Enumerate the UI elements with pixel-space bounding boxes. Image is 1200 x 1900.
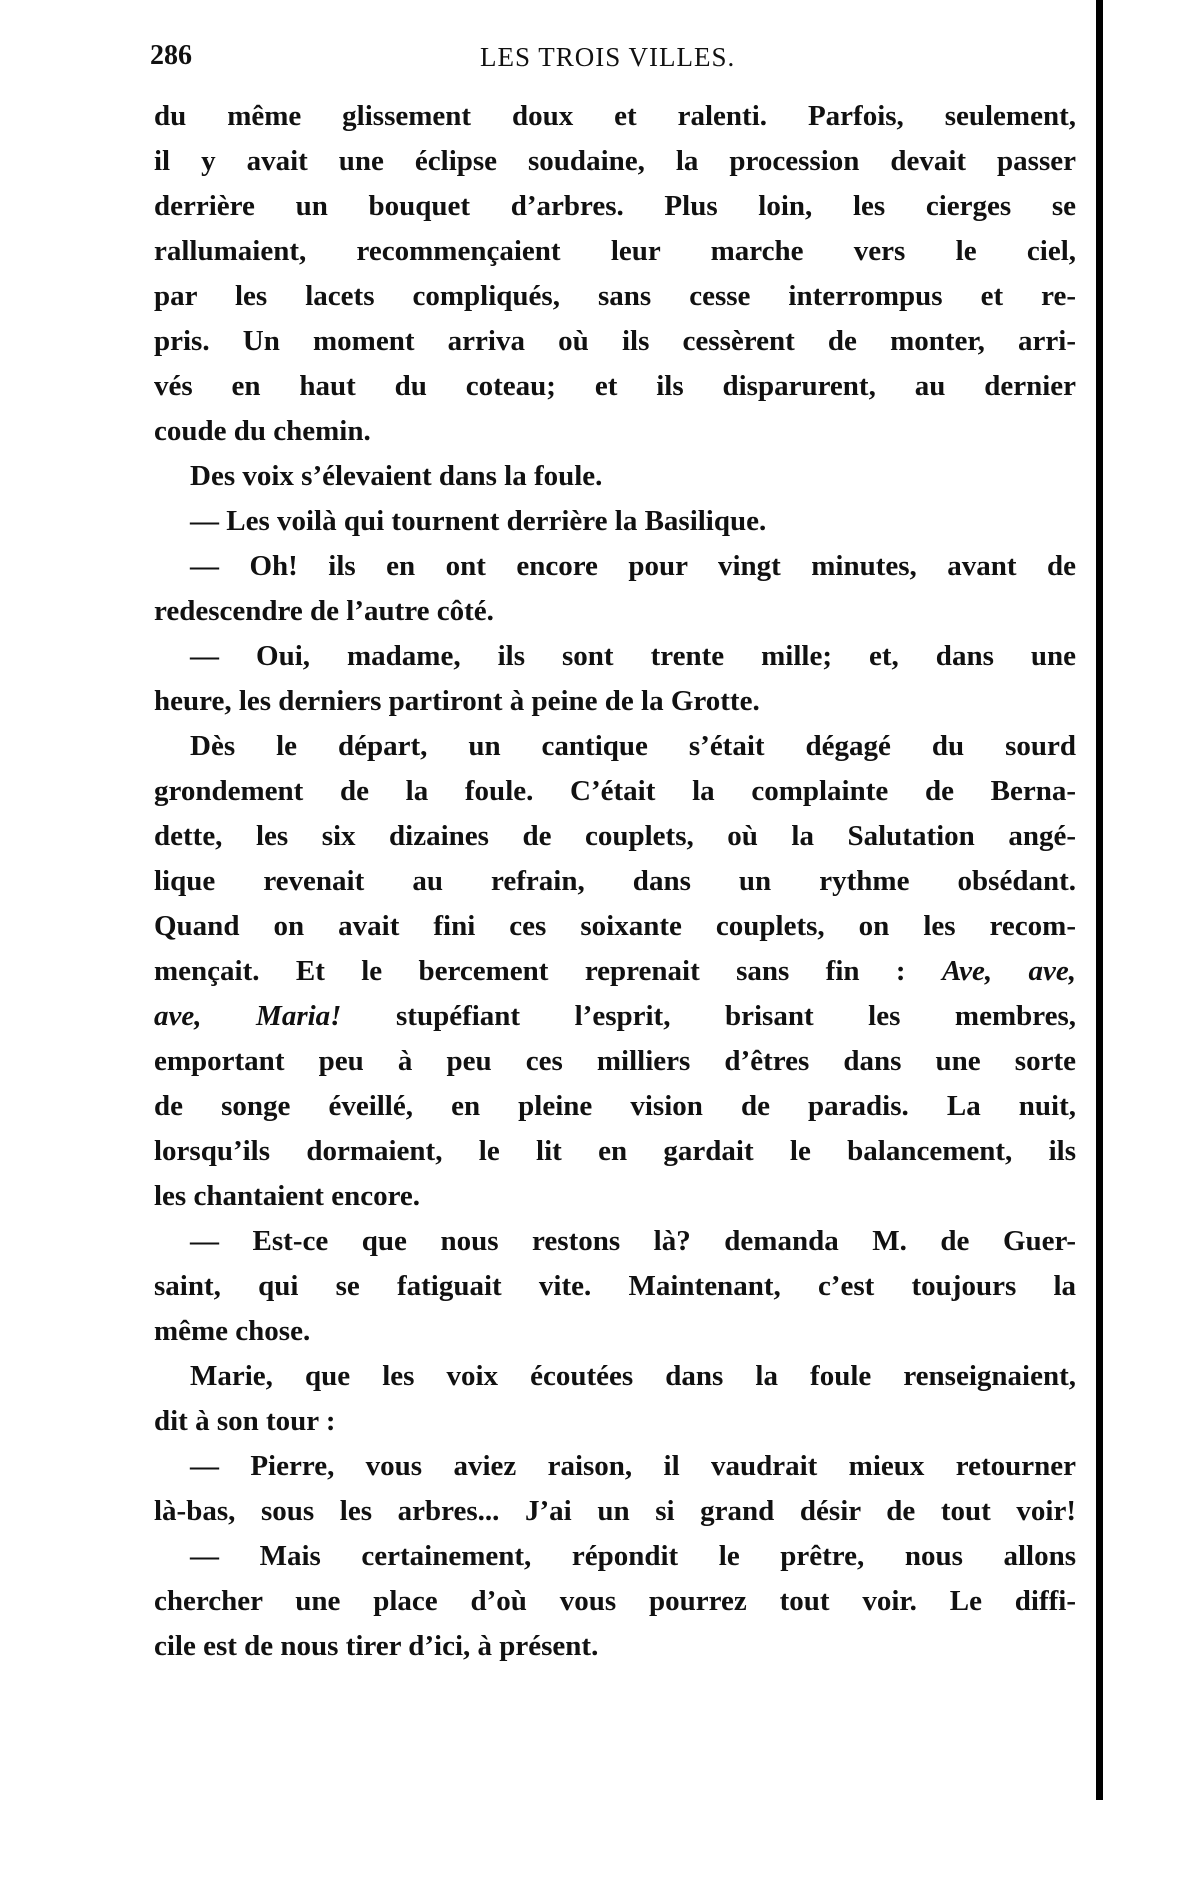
text-segment: — Oh! ils en ont encore pour vingt minutes, avant de	[190, 550, 1076, 582]
text-line	[154, 499, 1076, 544]
page-edge-border	[1096, 0, 1103, 1800]
text-segment: chercher une place d’où vous pourrez tout voir. Le diffi-	[154, 1585, 1076, 1617]
text-line	[154, 1624, 1076, 1669]
text-segment: stupéfiant l’esprit, brisant les membres,	[341, 1000, 1076, 1032]
text-segment: emportant peu à peu ces milliers d’êtres dans une sorte	[154, 1045, 1076, 1077]
text-segment: du même glissement doux et ralenti. Parfois, seulement,	[154, 100, 1076, 132]
text-segment: il y avait une éclipse soudaine, la procession devait passer	[154, 145, 1076, 177]
text-line	[154, 409, 1076, 454]
text-line	[154, 994, 1076, 1039]
text-line	[154, 814, 1076, 859]
text-line	[154, 1129, 1076, 1174]
text-line	[154, 1399, 1076, 1444]
text-segment: — Mais certainement, répondit le prêtre, nous allons	[190, 1540, 1076, 1572]
text-segment: vés en haut du coteau; et ils disparurent, au dernier	[154, 370, 1076, 402]
text-segment: — Pierre, vous aviez raison, il vaudrait mieux retourner	[190, 1450, 1076, 1482]
text-segment: même chose.	[154, 1315, 311, 1347]
text-line	[154, 679, 1076, 724]
text-segment: coude du chemin.	[154, 415, 371, 447]
body-text	[154, 94, 1076, 1669]
text-line	[154, 364, 1076, 409]
text-segment: — Les voilà qui tournent derrière la Basilique.	[190, 505, 767, 537]
text-segment: les chantaient encore.	[154, 1180, 421, 1212]
text-line	[154, 1039, 1076, 1084]
text-line	[154, 1084, 1076, 1129]
text-segment: pris. Un moment arriva où ils cessèrent de monter, arri-	[154, 325, 1076, 357]
text-line	[154, 1264, 1076, 1309]
text-line	[154, 229, 1076, 274]
text-line	[154, 1534, 1076, 1579]
text-segment: — Oui, madame, ils sont trente mille; et, dans une	[190, 640, 1076, 672]
text-line	[154, 94, 1076, 139]
text-segment: Des voix s’élevaient dans la foule.	[190, 460, 603, 492]
italic-text: ave, Maria!	[154, 1000, 342, 1032]
text-segment: de songe éveillé, en pleine vision de paradis. La nuit,	[154, 1090, 1076, 1122]
text-segment: rallumaient, recommençaient leur marche vers le ciel,	[154, 235, 1076, 267]
text-segment: Marie, que les voix écoutées dans la foule renseignaient,	[190, 1360, 1076, 1392]
text-line	[154, 1579, 1076, 1624]
text-segment: cile est de nous tirer d’ici, à présent.	[154, 1630, 599, 1662]
text-segment: là-bas, sous les arbres... J’ai un si grand désir de tout voir!	[154, 1495, 1076, 1527]
text-line	[154, 724, 1076, 769]
text-line	[154, 184, 1076, 229]
text-line	[154, 1309, 1076, 1354]
running-title: LES TROIS VILLES.	[480, 42, 736, 72]
page-number: 286	[150, 40, 192, 71]
text-line	[154, 544, 1076, 589]
text-line	[154, 1354, 1076, 1399]
text-line	[154, 274, 1076, 319]
text-line	[154, 904, 1076, 949]
text-line	[154, 139, 1076, 184]
text-line	[154, 1174, 1076, 1219]
text-segment: heure, les derniers partiront à peine de la Grotte.	[154, 685, 760, 717]
text-line	[154, 1444, 1076, 1489]
text-line	[154, 319, 1076, 364]
text-line	[154, 1219, 1076, 1264]
text-segment: lique revenait au refrain, dans un rythme obsédant.	[154, 865, 1076, 897]
text-segment: lorsqu’ils dormaient, le lit en gardait le balancement, ils	[154, 1135, 1076, 1167]
text-line	[154, 859, 1076, 904]
text-line	[154, 634, 1076, 679]
text-segment: grondement de la foule. C’était la complainte de Berna-	[154, 775, 1076, 807]
italic-text: Ave, ave,	[941, 955, 1076, 987]
text-line	[154, 769, 1076, 814]
text-segment: redescendre de l’autre côté.	[154, 595, 494, 627]
text-line	[154, 589, 1076, 634]
text-segment: Dès le départ, un cantique s’était dégagé du sourd	[190, 730, 1076, 762]
text-segment: Quand on avait fini ces soixante couplets, on les recom-	[154, 910, 1076, 942]
text-segment: saint, qui se fatiguait vite. Maintenant, c’est toujours la	[154, 1270, 1076, 1302]
text-segment: derrière un bouquet d’arbres. Plus loin, les cierges se	[154, 190, 1076, 222]
text-segment: par les lacets compliqués, sans cesse interrompus et re-	[154, 280, 1076, 312]
text-segment: — Est-ce que nous restons là? demanda M. de Guer-	[190, 1225, 1076, 1257]
text-segment: dette, les six dizaines de couplets, où la Salutation angé-	[154, 820, 1076, 852]
text-line	[154, 1489, 1076, 1534]
text-line	[154, 454, 1076, 499]
text-segment: dit à son tour :	[154, 1405, 336, 1437]
text-segment: mençait. Et le bercement reprenait sans fin :	[154, 955, 942, 987]
text-line	[154, 949, 1076, 994]
